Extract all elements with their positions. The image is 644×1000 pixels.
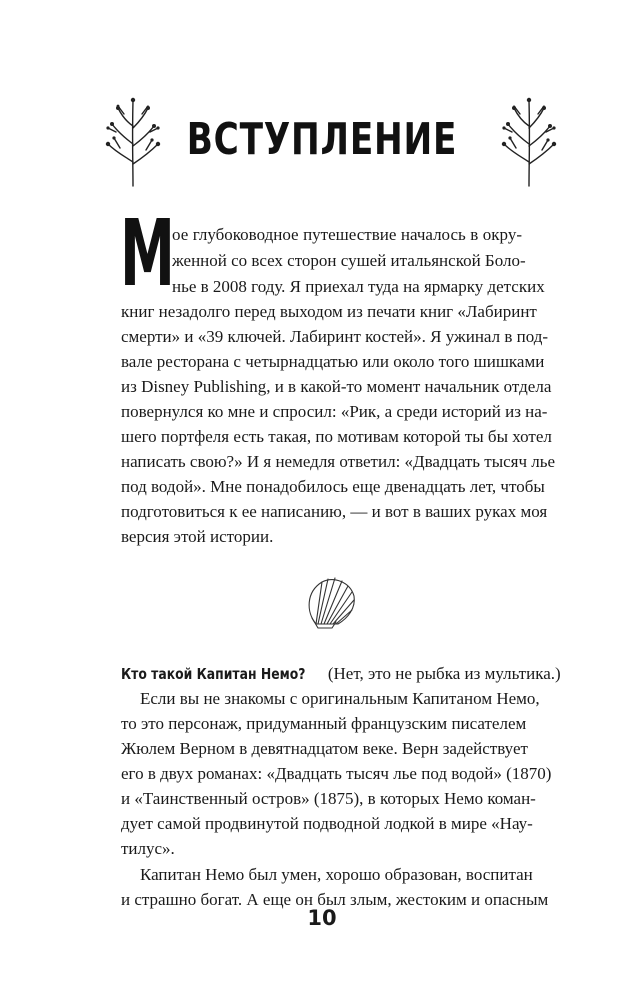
- intro-line: нье в 2008 году. Я приехал туда на ярмарку детских: [172, 277, 545, 296]
- body-line: его в двух романах: «Двадцать тысяч лье под водой» (1870): [121, 764, 552, 783]
- chapter-title: ВСТУПЛЕНИЕ: [186, 114, 458, 165]
- intro-line: подготовиться к ее написанию, — и вот в ваших руках моя: [121, 502, 548, 521]
- intro-line: книг незадолго перед выходом из печати книг «Лабиринт: [121, 302, 537, 321]
- section-heading: Кто такой Капитан Немо?: [121, 665, 306, 683]
- body-line: и страшно богат. А еще он был злым, жестоким и опасным: [121, 890, 549, 909]
- intro-line: ое глубоководное путешествие началось в окру-: [172, 225, 522, 244]
- page-number: 10: [307, 906, 337, 930]
- body-line: Если вы не знакомы с оригинальным Капитаном Немо,: [140, 689, 540, 708]
- intro-line: смерти» и «39 ключей. Лабиринт костей». Я ужинал в под-: [121, 327, 549, 346]
- intro-line: под водой». Мне понадобилось еще двенадцать лет, чтобы: [121, 477, 545, 496]
- intro-line: версия этой истории.: [121, 527, 274, 546]
- intro-line: женной со всех сторон сушей итальянской Боло-: [172, 251, 526, 270]
- drop-cap: М: [120, 200, 175, 307]
- intro-line: повернулся ко мне и спросил: «Рик, а среди историй из на-: [121, 402, 548, 421]
- body-line: дует самой продвинутой подводной лодкой в мире «Нау-: [121, 814, 533, 833]
- intro-line: вале ресторана с четырнадцатью или около того шишками: [121, 352, 545, 371]
- intro-line: из Disney Publishing, и в какой-то момент начальник отдела: [121, 377, 552, 396]
- intro-line: шего портфеля есть такая, по мотивам которой ты бы хотел: [121, 427, 552, 446]
- section-heading-line: [121, 663, 561, 685]
- body-line: Жюлем Верном в девятнадцатом веке. Верн задействует: [121, 739, 528, 758]
- body-line: Капитан Немо был умен, хорошо образован, воспитан: [140, 865, 533, 884]
- intro-line: написать свою?» И я немедля ответил: «Двадцать тысяч лье: [121, 452, 556, 471]
- scallop-shell-icon: [302, 574, 358, 630]
- body-line: и «Таинственный остров» (1875), в которых Немо коман-: [121, 789, 536, 808]
- body-line: тилус».: [121, 839, 175, 858]
- section-heading-note: (Нет, это не рыбка из мультика.): [323, 664, 561, 683]
- body-line: то это персонаж, придуманный французским писателем: [121, 714, 527, 733]
